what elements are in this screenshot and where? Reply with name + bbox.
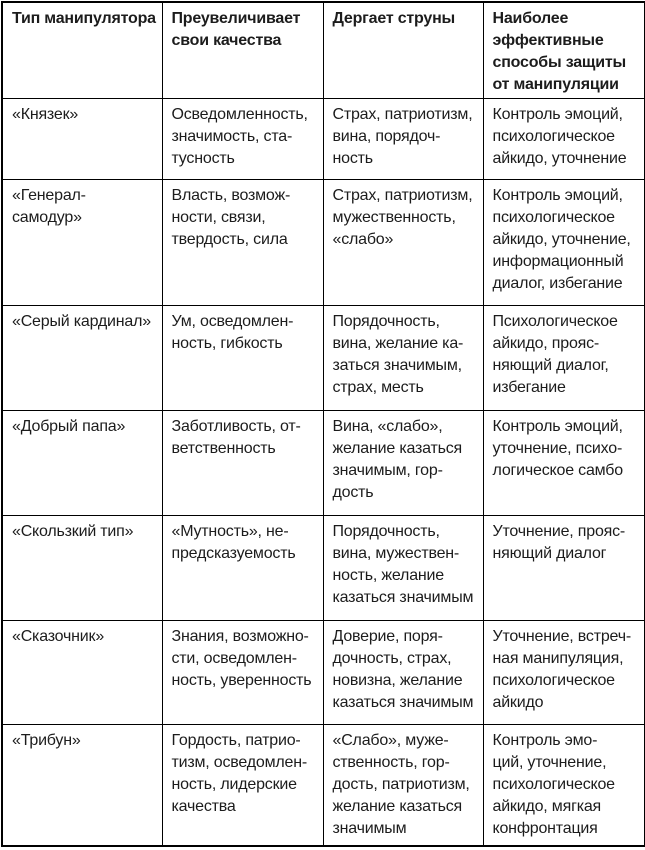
table-cell: Контроль эмоций, психологическое айкидо, уточнение, информационный диалог, избегание [483, 180, 645, 306]
manipulator-type-cell: «Князек» [2, 99, 162, 180]
table-cell: Страх, патриотизм, вина, порядоч- ность [323, 99, 483, 180]
table-row [2, 180, 645, 306]
table-cell: Власть, возмож- ности, связи, твердость, сила [162, 180, 323, 306]
table-row [2, 411, 645, 516]
table-cell: Осведомленность, значимость, ста- тусность [162, 99, 323, 180]
table-cell: Гордость, патрио- тизм, осведомлен- ность, лидерские качества [162, 725, 323, 846]
table-row [2, 725, 645, 846]
table-cell: Уточнение, прояс- няющий диалог [483, 516, 645, 621]
table-row [2, 99, 645, 180]
table-cell: Уточнение, встреч- ная манипуляция, психологическое айкидо [483, 621, 645, 725]
header-row [2, 2, 645, 99]
manipulator-types-table [1, 1, 645, 847]
table-row [2, 621, 645, 725]
table-row [2, 306, 645, 411]
table-cell: «Мутность», не- предсказуемость [162, 516, 323, 621]
column-header-exaggerates: Преувеличивает свои качества [162, 2, 323, 99]
table-cell: Вина, «слабо», желание казаться значимым, гор- дость [323, 411, 483, 516]
table-cell: Страх, патриотизм, мужественность, «слабо» [323, 180, 483, 306]
table-cell: Контроль эмоций, психологическое айкидо, уточнение [483, 99, 645, 180]
manipulator-type-cell: «Добрый папа» [2, 411, 162, 516]
table-cell: Контроль эмо- ций, уточнение, психологическое айкидо, мягкая конфронтация [483, 725, 645, 846]
column-header-type: Тип манипулятора [2, 2, 162, 99]
manipulator-type-cell: «Сказочник» [2, 621, 162, 725]
manipulator-type-cell: «Трибун» [2, 725, 162, 846]
table-row [2, 516, 645, 621]
table-cell: Знания, возможно- сти, осведомлен- ность, уверенность [162, 621, 323, 725]
column-header-defense: Наиболее эффективные способы защиты от манипуляции [483, 2, 645, 99]
manipulator-type-cell: «Серый кардинал» [2, 306, 162, 411]
manipulator-type-cell: «Скользкий тип» [2, 516, 162, 621]
manipulator-type-cell: «Генерал- самодур» [2, 180, 162, 306]
column-header-pulls-strings: Дергает струны [323, 2, 483, 99]
table-cell: Ум, осведомлен- ность, гибкость [162, 306, 323, 411]
table-cell: Доверие, поря- дочность, страх, новизна, желание казаться значимым [323, 621, 483, 725]
table-cell: Порядочность, вина, желание ка- заться значимым, страх, месть [323, 306, 483, 411]
table-cell: Контроль эмоций, уточнение, психо- логическое самбо [483, 411, 645, 516]
table-cell: Порядочность, вина, мужествен- ность, желание казаться значимым [323, 516, 483, 621]
table-cell: Заботливость, от- ветственность [162, 411, 323, 516]
table-cell: «Слабо», муже- ственность, гор- дость, патриотизм, желание казаться значимым [323, 725, 483, 846]
table-cell: Психологическое айкидо, прояс- няющий диалог, избегание [483, 306, 645, 411]
